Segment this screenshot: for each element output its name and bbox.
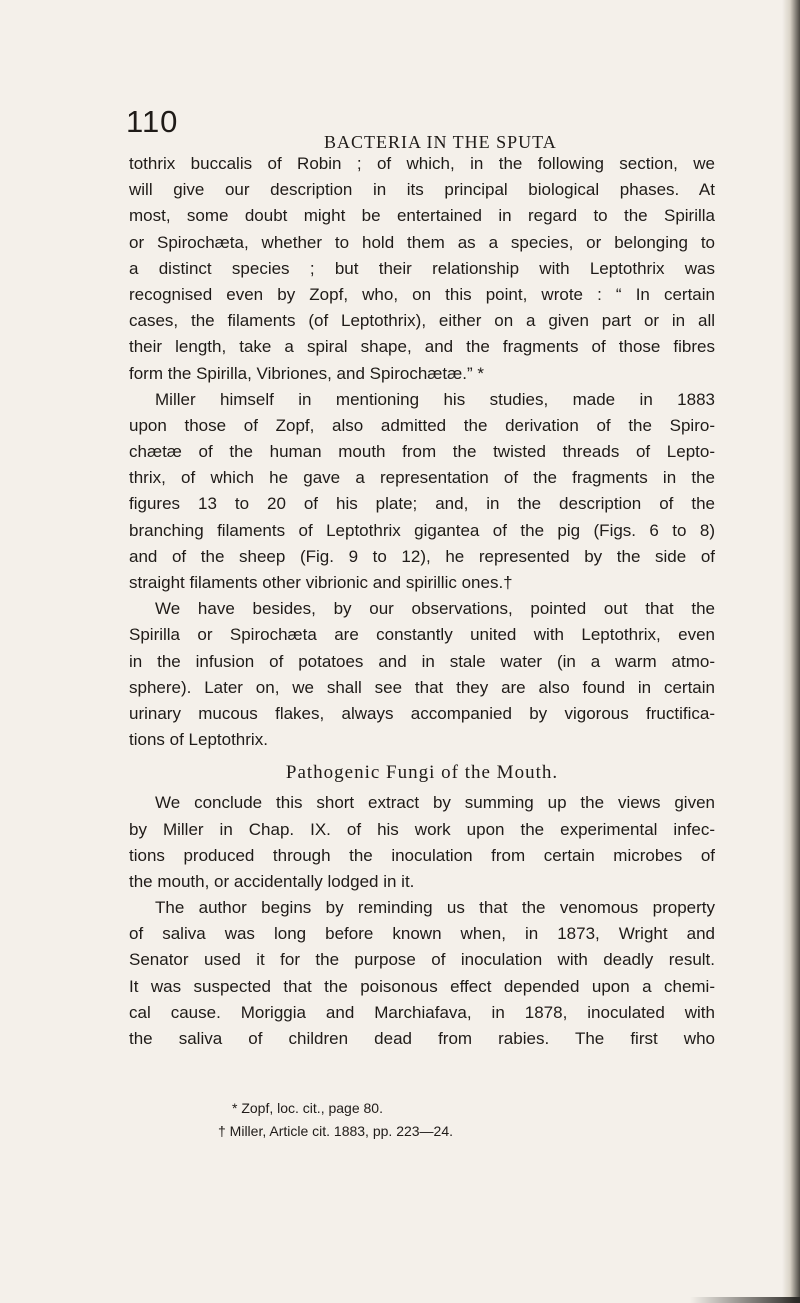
text-line: Senator used it for the purpose of inoculation with deadly result. [129, 950, 715, 970]
text-line: in the infusion of potatoes and in stale water (in a warm atmo- [129, 651, 715, 671]
text-line: of saliva was long before known when, in 1873, Wright and [129, 924, 715, 944]
body-text [129, 151, 715, 1052]
text-line: Spirilla or Spirochæta are constantly united with Leptothrix, even [129, 625, 715, 645]
page-number: 110 [126, 104, 179, 139]
text-line: cal cause. Moriggia and Marchiafava, in 1878, inoculated with [129, 1002, 715, 1022]
footnote-2: † Miller, Article cit. 1883, pp. 223—24. [218, 1123, 454, 1139]
paragraph-5 [129, 895, 715, 1052]
text-line: Miller himself in mentioning his studies, made in 1883 [155, 389, 715, 409]
text-line: chætæ of the human mouth from the twisted threads of Lepto- [129, 442, 715, 462]
paragraph-2 [129, 387, 715, 597]
text-line: and of the sheep (Fig. 9 to 12), he represented by the side of [129, 546, 715, 566]
text-line: We conclude this short extract by summing up the views given [155, 793, 715, 813]
text-line: will give our description in its principal biological phases. At [129, 180, 715, 200]
text-line: a distinct species ; but their relationship with Leptothrix was [129, 258, 715, 278]
paragraph-4 [129, 790, 715, 895]
text-line: straight filaments other vibrionic and spirillic ones.† [129, 573, 513, 592]
running-title: BACTERIA IN THE SPUTA [324, 132, 557, 152]
text-line: form the Spirilla, Vibriones, and Spirochætæ.” * [129, 363, 484, 383]
text-line: figures 13 to 20 of his plate; and, in the description of the [129, 494, 715, 514]
text-line: upon those of Zopf, also admitted the derivation of the Spiro- [129, 415, 715, 435]
text-line: tions produced through the inoculation from certain microbes of [129, 845, 715, 865]
text-line: by Miller in Chap. IX. of his work upon the experimental infec- [129, 819, 715, 839]
text-line: most, some doubt might be entertained in regard to the Spirilla [129, 206, 715, 226]
text-line: branching filaments of Leptothrix gigantea of the pig (Figs. 6 to 8) [129, 520, 715, 540]
text-line: the saliva of children dead from rabies. The first who [129, 1029, 715, 1048]
text-line: cases, the filaments (of Leptothrix), either on a given part or in all [129, 311, 715, 331]
text-line: thrix, of which he gave a representation of the fragments in the [129, 468, 715, 488]
paragraph-3 [129, 596, 715, 753]
text-line: tothrix buccalis of Robin ; of which, in the following section, we [129, 154, 715, 173]
text-line: tions of Leptothrix. [129, 730, 268, 750]
text-line: their length, take a spiral shape, and the fragments of those fibres [129, 337, 715, 357]
text-line: or Spirochæta, whether to hold them as a species, or belonging to [129, 232, 715, 252]
text-line: We have besides, by our observations, pointed out that the [155, 599, 715, 619]
paragraph-1 [129, 151, 715, 387]
footnotes [218, 1097, 638, 1143]
text-line: sphere). Later on, we shall see that they are also found in certain [129, 677, 715, 697]
text-line: It was suspected that the poisonous effect depended upon a chemi- [129, 976, 715, 996]
page-bottom-shadow [690, 1297, 800, 1303]
text-line: urinary mucous flakes, always accompanied by vigorous fructifica- [129, 703, 715, 723]
page-edge-shadow [782, 0, 800, 1303]
text-line: The author begins by reminding us that the venomous property [155, 898, 715, 918]
text-line: recognised even by Zopf, who, on this point, wrote : “ In certain [129, 284, 715, 304]
page-header [126, 104, 726, 152]
footnote-1: * Zopf, loc. cit., page 80. [232, 1100, 383, 1116]
section-heading: Pathogenic Fungi of the Mouth. [285, 762, 559, 784]
text-line: the mouth, or accidentally lodged in it. [129, 871, 415, 891]
